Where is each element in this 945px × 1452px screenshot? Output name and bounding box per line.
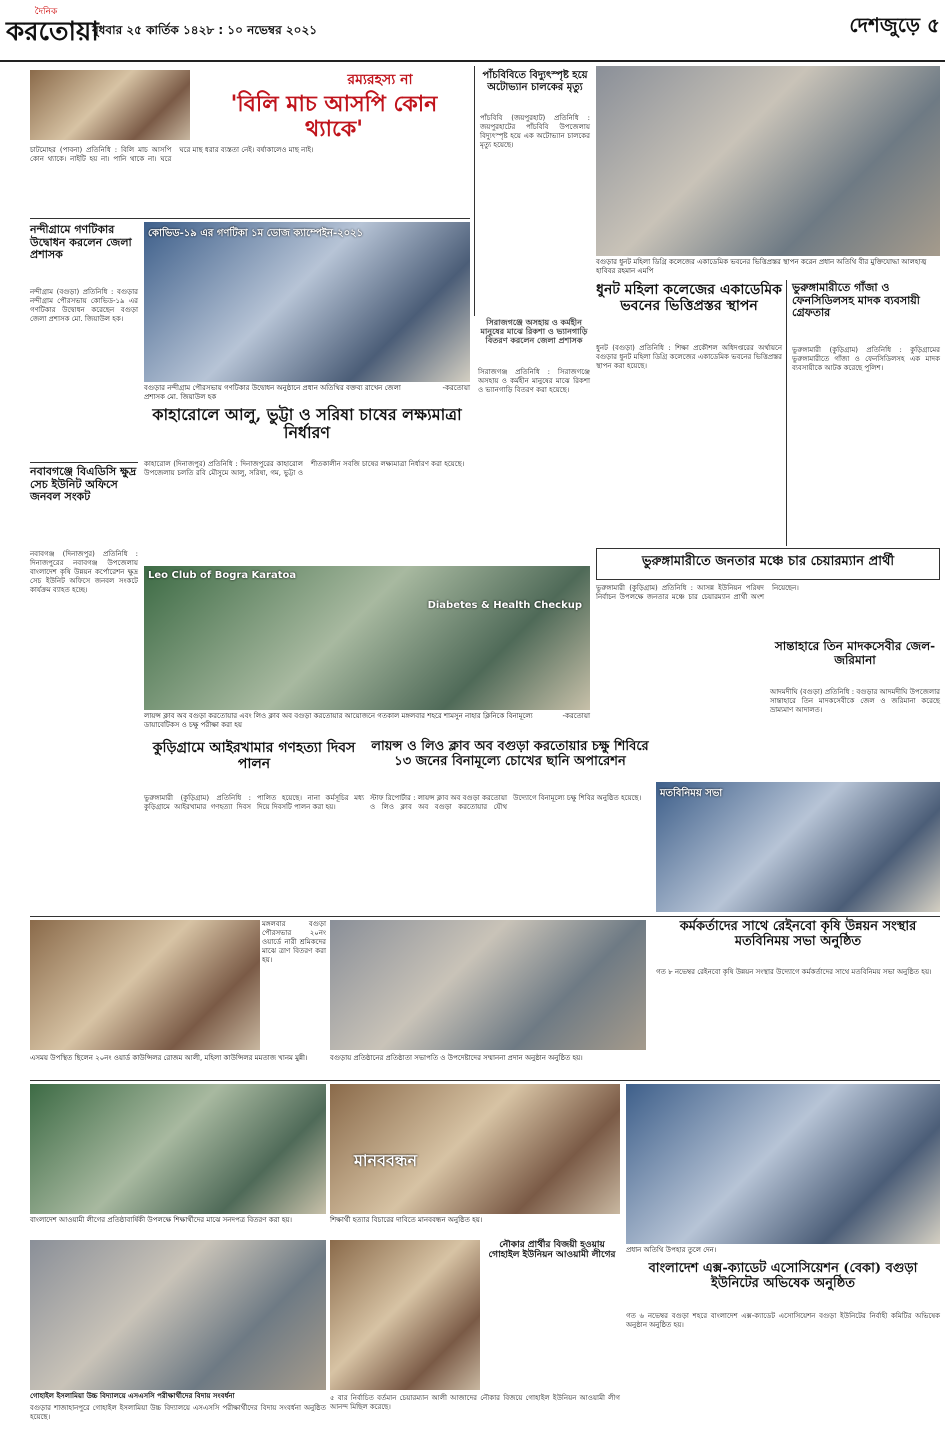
leo-banner-left: Leo Club of Bogra Karatoa — [148, 570, 297, 581]
human-chain-banner: মানববন্ধন — [354, 1151, 418, 1170]
nawabganj-body: নবাবগঞ্জ (দিনাজপুর) প্রতিনিধি : দিনাজপুরের নবাবগঞ্জ উপজেলায় বাংলাদেশ কৃষি উন্নয়ন কর্পোরেশন ক্ষুদ্র সেচ ইউনিট অফিসে জনবল সংকটে কার্যক্রম ব্যাহত হচ্ছে। — [30, 550, 138, 594]
gohail-union-headline: নৌকার প্রার্থীর বিজয়ী হওয়ায় গোহাইল ইউনিয়ন আওয়ামী লীগের — [488, 1240, 616, 1261]
santahar-body: আদমদীঘি (বগুড়া) প্রতিনিধি : বগুড়ার আদমদীঘি উপজেলার সান্তাহারে তিন মাদকসেবীকে জেল ও জরিমানা করেছে ভ্রাম্যমাণ আদালত। — [770, 688, 940, 714]
kurigram-body: ভুরুঙ্গামারী (কুড়িগ্রাম) প্রতিনিধি : কুড়িগ্রামে আইরখামার গণহত্যা দিবস পালিত হয়েছে। নানা কর্মসূচির মধ্য দিয়ে দিবসটি পালন করা হয়। — [144, 794, 364, 811]
row-rule — [30, 1080, 940, 1081]
dhunat-caption: বগুড়ার ধুনট মহিলা ডিগ্রি কলেজের একাডেমিক ভবনের ভিত্তিপ্রস্তর স্থাপন করেন প্রধান অতিথি বীর মুক্তিযোদ্ধা আলহাজ্ব হাবিবর রহমান এমপি — [596, 258, 927, 275]
gohail-union-body: ৫ বার নির্বাচিত বর্তমান চেয়ারম্যান আলী আজাদের নৌকার বিজয়ে গোহাইল ইউনিয়ন আওয়ামী লীগ আনন্দ মিছিল করেছে। — [330, 1394, 620, 1411]
rainbow-photo — [656, 782, 940, 912]
relief-photo — [30, 920, 260, 1050]
gift-caption: প্রধান অতিথি উপহার তুলে দেন। — [626, 1246, 717, 1254]
gohail-union-photo — [330, 1240, 480, 1390]
bhurungamari-chairman-headline: ভুরুঙ্গামারীতে জনতার মঞ্চে চার চেয়ারম্যান প্রার্থী — [596, 548, 940, 580]
nandigram-body: নন্দীগ্রাম (বগুড়া) প্রতিনিধি : বগুড়ার নন্দীগ্রাম পৌরসভায় কোভিড-১৯ এর গণটিকার উদ্বোধন করেছেন বগুড়া জেলা প্রশাসক মো. জিয়াউল হক। — [30, 288, 138, 323]
certificate-photo — [30, 1084, 326, 1214]
logo-small-text: দৈনিক — [34, 7, 58, 17]
masthead — [0, 0, 945, 62]
human-chain-caption: শিক্ষার্থী হত্যার বিচারের দাবিতে মানববন্ধন অনুষ্ঠিত হয়। — [330, 1216, 483, 1224]
logo-title: করতোয়া — [6, 17, 99, 47]
nandigram-photo — [144, 222, 470, 382]
leo-banner-right: Diabetes & Health Checkup — [427, 600, 582, 611]
beka-body: গত ৬ নভেম্বর বগুড়া শহরে বাংলাদেশ এক্স-ক্যাডেট এসোসিয়েশন বগুড়া ইউনিটের নির্বাহী কমিটির অভিষেক অনুষ্ঠান অনুষ্ঠিত হয়। — [626, 1312, 940, 1329]
leo-club-photo — [144, 566, 590, 710]
rainbow-banner: মতবিনিময় সভা — [660, 788, 723, 799]
gift-photo — [626, 1084, 940, 1244]
kaharol-body: কাহারোল (দিনাজপুর) প্রতিনিধি : দিনাজপুরের কাহারোল উপজেলায় চলতি রবি মৌসুমে আলু, সরিষা, গম, ভুট্টা ও শীতকালীন সবজি চাষের লক্ষ্যমাত্রা নির্ধারণ করা হয়েছে। — [144, 460, 465, 477]
leo-headline: লায়ন্স ও লিও ক্লাব অব বগুড়া করতোয়ার চক্ষু শিবিরে ১৩ জনের বিনামূল্যে চোখের ছানি অপারেশন — [371, 739, 649, 769]
nawabganj-headline: নবাবগঞ্জে বিএডিসি ক্ষুদ্র সেচ ইউনিট অফিসে জনবল সংকট — [30, 465, 137, 504]
sirajganj-headline: সিরাজগঞ্জে অসহায় ও কর্মহীন মানুষের মাঝে রিকশা ও ভ্যানগাড়ি বিতরণ করলেন জেলা প্রশাসক — [480, 317, 588, 346]
nandigram-caption: বগুড়ার নন্দীগ্রাম পৌরসভায় গণটিকার উদ্বোধন অনুষ্ঠানে প্রধান অতিথির বক্তব্য রাখেন জেলা প্রশাসক মো. জিয়াউল হক — [144, 384, 401, 401]
gohail-caption: গোহাইল ইসলামিয়া উচ্চ বিদ্যালয়ে এসএসসি পরীক্ষার্থীদের বিদায় সংবর্ধনা — [30, 1392, 235, 1400]
beel-kicker: রম্যরহস্য না — [347, 72, 413, 88]
bhurungamari-drugs-body: ভুরুঙ্গামারী (কুড়িগ্রাম) প্রতিনিধি : কুড়িগ্রামের ভুরুঙ্গামারীতে গাঁজা ও ফেনসিডিলসহ এক মাদক ব্যবসায়ীকে আটক করেছে পুলিশ। — [792, 346, 940, 372]
nandigram-headline: নন্দীগ্রামে গণটিকার উদ্বোধন করলেন জেলা প্রশাসক — [30, 223, 132, 262]
human-chain-photo — [330, 1084, 620, 1214]
nandigram-banner-text: কোভিড-১৯ এর গণটিকা ১ম ডোজ ক্যাম্পেইন-২০২১ — [148, 228, 364, 239]
beka-headline: বাংলাদেশ এক্স-ক্যাডেট এসোসিয়েশন (বেকা) বগুড়া ইউনিটের অভিষেক অনুষ্ঠিত — [648, 1261, 918, 1291]
leo-credit: -করতোয়া — [562, 712, 590, 720]
row-rule — [30, 916, 940, 917]
relief-caption: এসময় উপস্থিত ছিলেন ২০নং ওয়ার্ড কাউন্সিলর রোজম আলী, মহিলা কাউন্সিলর মমতাজ খানম মুন্নী। — [30, 1054, 308, 1062]
rainbow-headline: কর্মকর্তাদের সাথে রেইনবো কৃষি উন্নয়ন সংস্থার মতবিনিময় সভা অনুষ্ঠিত — [679, 919, 917, 949]
column-rule — [474, 66, 475, 316]
beel-headline: 'বিলি মাচ আসপি কোন থ্যাকে' — [230, 91, 438, 143]
section-title: দেশজুড়ে ৫ — [849, 13, 940, 37]
bhurungamari-chairman-body: ভুরুঙ্গামারী (কুড়িগ্রাম) প্রতিনিধি : আসন্ন ইউনিয়ন পরিষদ নির্বাচন উপলক্ষে জনতার মঞ্চে চার চেয়ারম্যান প্রার্থী অংশ নিয়েছেন। — [596, 584, 799, 601]
beel-body: চাটমোহর (পাবনা) প্রতিনিধি : বিলি মাচ আসপি কোন থ্যাকে। নাইটি হয় না। পানি থাকে না। ঘরে ঘরে মাছ ধরার ব্যস্ততা নেই। বর্ষাকালেও মাছ নাই। — [30, 146, 314, 163]
rainbow-body: গত ৮ নভেম্বর রেইনবো কৃষি উন্নয়ন সংস্থার উদ্যোগে কর্মকর্তাদের সাথে মতবিনিময় সভা অনুষ্ঠিত হয়। — [656, 968, 932, 976]
nandigram-credit: -করতোয়া — [442, 384, 470, 392]
gohail-photo — [30, 1240, 326, 1390]
leo-body: স্টাফ রিপোর্টার : লায়ন্স ক্লাব অব বগুড়া করতোয়া ও লিও ক্লাব অব বগুড়া করতোয়ার যৌথ উদ্যোগে বিনামূল্যে চক্ষু শিবির অনুষ্ঠিত হয়েছে। — [370, 794, 642, 811]
relief-text: মঙ্গলবার বগুড়া পৌরসভার ২০নং ওয়ার্ডে নারী শ্রমিকদের মাঝে ত্রাণ বিতরণ করা হয়। — [262, 920, 326, 964]
newspaper-logo — [6, 4, 99, 54]
row-rule — [30, 462, 138, 463]
fish-photo — [30, 70, 190, 140]
sirajganj-body: সিরাজগঞ্জ প্রতিনিধি : সিরাজগঞ্জে অসহায় ও কর্মহীন মানুষের মাঝে রিকশা ও ভ্যানগাড়ি বিতরণ করা হয়েছে। — [478, 368, 590, 394]
dhunat-body: ধুনট (বগুড়া) প্রতিনিধি : শিক্ষা প্রকৌশল অধিদপ্তরের অর্থায়নে বগুড়ার ধুনট মহিলা ডিগ্রি কলেজের একাডেমিক ভবনের ভিত্তিপ্রস্তর স্থাপন করা হয়েছে। — [596, 344, 782, 370]
kurigram-headline: কুড়িগ্রামে আইরখামার গণহত্যা দিবস পালন — [152, 740, 356, 773]
dhunat-headline: ধুনট মহিলা কলেজের একাডেমিক ভবনের ভিত্তিপ্রস্তর স্থাপন — [596, 282, 782, 315]
pachbibi-body: পাঁচবিবি (জয়পুরহাট) প্রতিনিধি : জয়পুরহাটের পাঁচবিবি উপজেলায় বিদ্যুৎস্পৃষ্ট হয়ে এক অটোভ্যান চালকের মৃত্যু হয়েছে। — [480, 114, 590, 149]
dateline: বুধবার ২৫ কার্তিক ১৪২৮ : ১০ নভেম্বর ২০২১ — [92, 23, 318, 37]
certificate-caption: বাংলাদেশ আওয়ামী লীগের প্রতিষ্ঠাবার্ষিকী উপলক্ষে শিক্ষার্থীদের মাঝে সনদপত্র বিতরণ করা হয়। — [30, 1216, 293, 1224]
leo-caption: লায়ন্স ক্লাব অব বগুড়া করতোয়ার এবং লিও ক্লাব অব বগুড়া করতোয়ার আয়োজনে গতকাল মঙ্গলবার শহরে শামসুন নাহার ক্লিনিকে বিনামূল্যে ডায়াবেটিকস ও চক্ষু পরীক্ষা করা হয় — [144, 712, 533, 729]
column-rule — [786, 280, 787, 546]
kaharol-headline: কাহারোলে আলু, ভুট্টা ও সরিষা চাষের লক্ষ্যমাত্রা নির্ধারণ — [152, 405, 462, 443]
pachbibi-headline: পাঁচবিবিতে বিদ্যুৎস্পৃষ্ট হয়ে অটোভ্যান চালকের মৃত্যু — [482, 70, 588, 93]
gohail-body: বগুড়ার শাজাহানপুরে গোহাইল ইসলামিয়া উচ্চ বিদ্যালয়ে এসএসসি পরীক্ষার্থীদের বিদায় সংবর্ধনা অনুষ্ঠিত হয়েছে। — [30, 1404, 326, 1421]
honor-photo — [330, 920, 646, 1050]
row-rule — [30, 218, 470, 219]
bhurungamari-drugs-headline: ভুরুঙ্গামারীতে গাঁজা ও ফেনসিডিলসহ মাদক ব্যবসায়ী গ্রেফতার — [792, 281, 920, 320]
dhunat-photo — [596, 66, 940, 256]
santahar-headline: সান্তাহারে তিন মাদকসেবীর জেল-জরিমানা — [774, 639, 936, 667]
honor-caption: বগুড়ায় প্রতিষ্ঠানের প্রতিষ্ঠাতা সভাপতি ও উপদেষ্টাদের সম্মাননা প্রদান অনুষ্ঠান অনুষ্ঠিত হয়। — [330, 1054, 583, 1062]
